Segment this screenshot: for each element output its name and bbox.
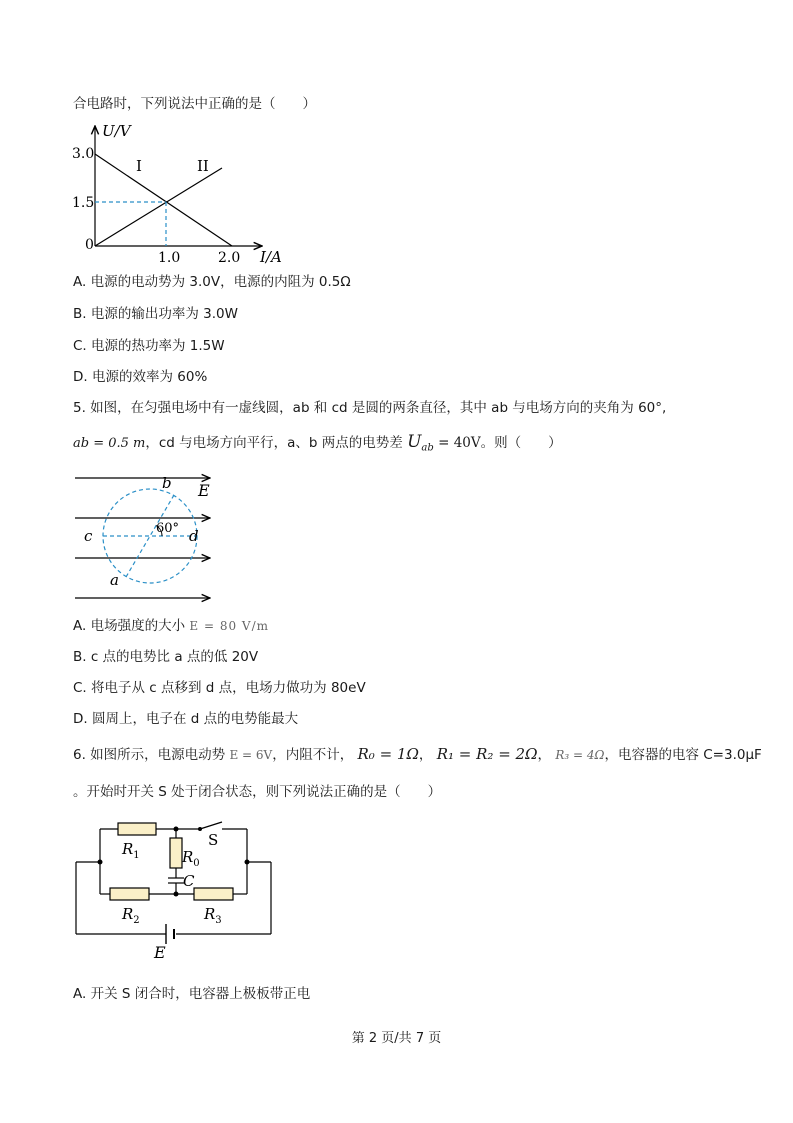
q5-stem-line1: 5. 如图，在匀强电场中有一虚线圆，ab 和 cd 是圆的两条直径，其中 ab 与电场方向的夹角为 60°,	[73, 400, 667, 416]
y-axis-label: U/V	[102, 122, 131, 140]
y-tick-3: 3.0	[72, 146, 95, 162]
label-e: E	[154, 943, 166, 962]
line-II	[95, 168, 222, 246]
resistor-r3	[194, 888, 233, 900]
q4-option-d: D. 电源的效率为 60%	[73, 369, 208, 385]
resistor-r0	[170, 838, 182, 868]
label-angle: 60°	[156, 521, 180, 536]
resistor-r2	[110, 888, 149, 900]
q6-stem-line2: 。开始时开关 S 处于闭合状态，则下列说法正确的是（ ）	[73, 784, 442, 800]
q6-option-a: A. 开关 S 闭合时，电容器上极板带正电	[73, 986, 311, 1002]
label-r1: $R_1$	[122, 840, 140, 861]
label-a: a	[110, 571, 119, 589]
label-E: E	[198, 481, 210, 500]
label-d: d	[189, 527, 199, 545]
y-tick-1-5: 1.5	[72, 195, 95, 211]
q5-option-a: A. 电场强度的大小 E = 80 V/m	[73, 618, 270, 634]
q5-option-d: D. 圆周上，电子在 d 点的电势能最大	[73, 711, 299, 727]
resistor-r1	[118, 823, 156, 835]
q6-circuit-diagram	[70, 818, 280, 966]
q5-stem-line2: ab = 0.5 m，cd 与电场方向平行，a、b 两点的电势差 $U_{ab} = 40V$。则（ ）	[73, 432, 562, 454]
q5-ab-value: ab = 0.5 m	[73, 436, 146, 451]
q4-option-a: A. 电源的电动势为 3.0V，电源的内阻为 0.5Ω	[73, 274, 351, 290]
q5-option-b: B. c 点的电势比 a 点的低 20V	[73, 649, 259, 665]
line-label-II: II	[197, 157, 209, 175]
page-footer: 第 2 页/共 7 页	[351, 1031, 442, 1046]
x-axis-label: I/A	[260, 248, 282, 266]
x-tick-1: 1.0	[158, 250, 181, 266]
label-r3: $R_3$	[204, 905, 222, 926]
label-b: b	[162, 474, 172, 492]
line-label-I: I	[136, 157, 142, 175]
q4-option-c: C. 电源的热功率为 1.5W	[73, 338, 225, 354]
label-c: c	[84, 527, 93, 545]
q4-option-b: B. 电源的输出功率为 3.0W	[73, 306, 238, 322]
x-tick-2: 2.0	[218, 250, 241, 266]
q4-intro: 合电路时，下列说法中正确的是（ ）	[73, 96, 316, 112]
q4-ui-graph	[72, 118, 282, 266]
q5-field-diagram	[70, 470, 230, 610]
q5-option-c: C. 将电子从 c 点移到 d 点，电场力做功为 80eV	[73, 680, 366, 696]
line-I	[95, 154, 232, 246]
label-s: S	[208, 831, 219, 849]
y-tick-0: 0	[85, 237, 94, 253]
label-r0: $R_0$	[182, 848, 200, 869]
q5-uab-symbol: U	[407, 432, 422, 452]
label-r2: $R_2$	[122, 905, 140, 926]
label-c: C	[183, 872, 195, 890]
q6-stem-line1: 6. 如图所示，电源电动势 E = 6V，内阻不计， R₀ = 1Ω， R₁ = R₂ = 2Ω， R₃ = 4Ω，电容器的电容 C=3.0μF	[73, 745, 762, 763]
